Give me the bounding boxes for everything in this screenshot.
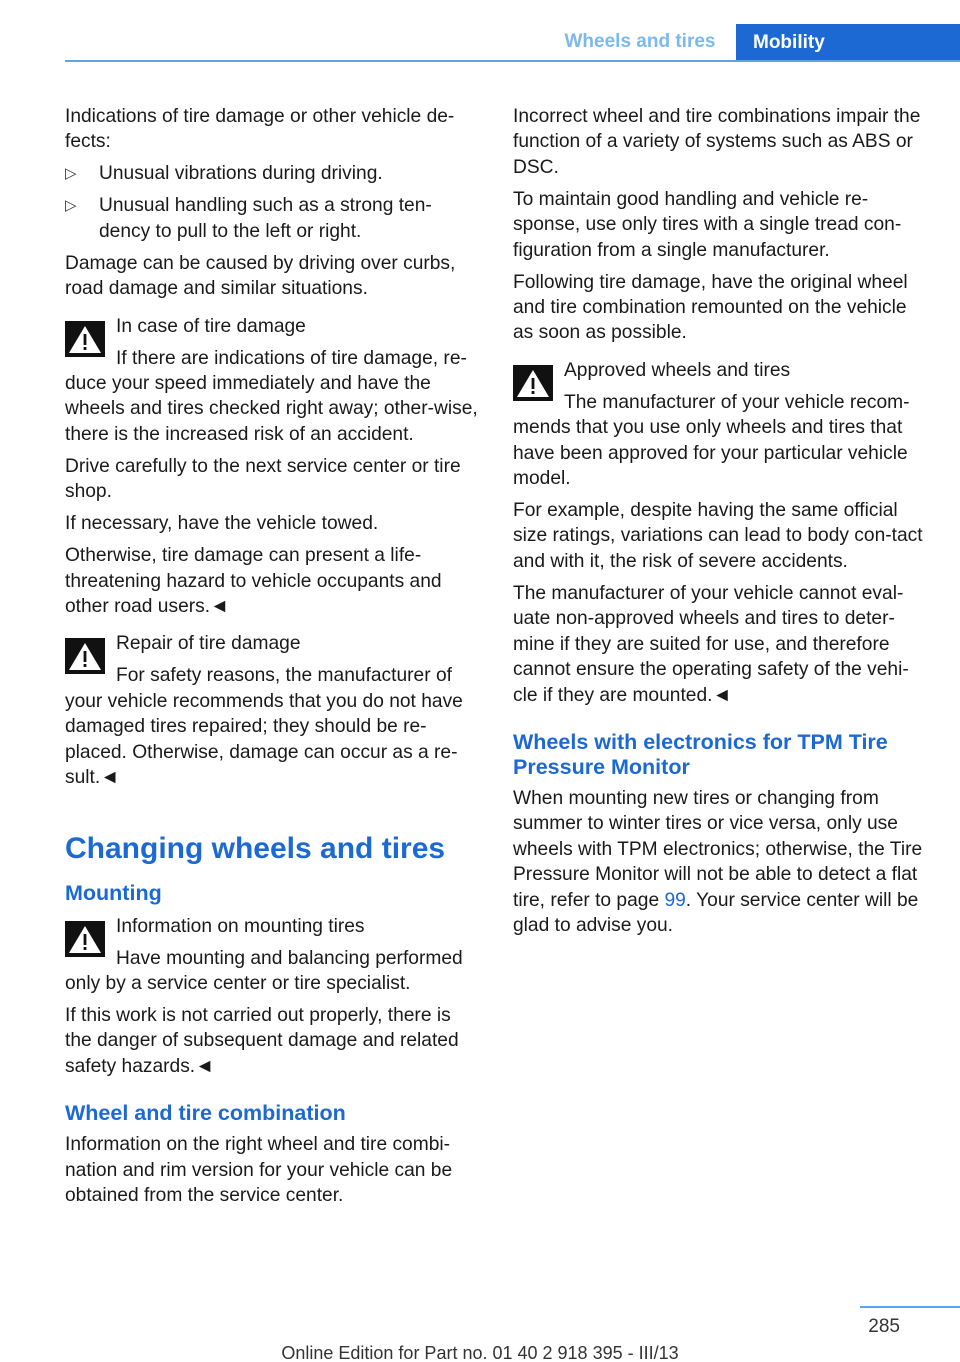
footer-rule	[860, 1306, 960, 1308]
warning-triangle-icon	[65, 321, 105, 357]
warning-tire-repair	[65, 631, 480, 790]
tpm-heading: Wheels with electronics for TPM Tire Pressure Monitor	[513, 729, 888, 779]
tire-damage-indications-list	[65, 161, 480, 244]
warning-text: For example, despite having the same official size ratings, variations can lead to body con-tact and with it, the risk of severe accidents.	[513, 500, 923, 572]
body-paragraph: Incorrect wheel and tire combinations impair the function of a variety of systems such as ABS or DSC.	[513, 106, 921, 178]
warning-text: The manufacturer of your vehicle recom-mends that you use only wheels and tires that have been approved for your particular vehicle model.	[513, 391, 910, 490]
tpm-text-end: . Your service center will be glad to advise you.	[513, 889, 919, 936]
warning-triangle-icon	[65, 638, 105, 674]
warning-text: Otherwise, tire damage can present a life-threatening hazard to vehicle occupants and other road users.◄	[65, 545, 442, 618]
body-paragraph: Following tire damage, have the original wheel and tire combination remounted on the vehicle as soon as possible.	[513, 271, 908, 344]
warning-text: Have mounting and balancing performed only by a service center or tire specialist.	[65, 947, 463, 994]
warning-title: In case of tire damage	[116, 315, 306, 337]
body-paragraph: To maintain good handling and vehicle re-sponse, use only tires with a single tread con-figuration from a single manufacturer.	[513, 188, 902, 261]
warning-tire-damage	[65, 314, 480, 620]
warning-approved-wheels	[513, 358, 928, 708]
wheel-tire-combination-text: Information on the right wheel and tire combi-nation and rim version for your vehicle can be obtained from the service center.	[65, 1134, 453, 1206]
list-item-text: Unusual handling such as a strong ten-dency to pull to the left or right.	[99, 195, 432, 242]
triangle-bullet-icon: ▷	[65, 197, 77, 215]
tire-damage-intro: Indications of tire damage or other vehicle de-fects:	[65, 106, 455, 153]
header-chapter-tab: Mobility	[736, 24, 960, 61]
warning-text: The manufacturer of your vehicle cannot eval-uate non-approved wheels and tires to deter-mine if they are suited for use, and therefore cannot ensure the operating safety of the vehi-cle if they are mounted.◄	[513, 582, 909, 706]
page-reference-link[interactable]: 99	[664, 889, 686, 911]
chapter-title: Changing wheels and tires	[65, 831, 446, 865]
mounting-heading: Mounting	[65, 880, 162, 905]
warning-triangle-icon	[513, 365, 553, 401]
warning-triangle-icon	[65, 921, 105, 957]
warning-title: Information on mounting tires	[116, 915, 365, 937]
wheel-tire-combination-heading: Wheel and tire combination	[65, 1101, 346, 1126]
header-section-title: Wheels and tires	[564, 31, 716, 52]
list-item-text: Unusual vibrations during driving.	[99, 163, 383, 185]
left-column	[65, 104, 480, 1215]
tpm-text	[513, 786, 928, 938]
warning-mounting	[65, 914, 480, 1080]
triangle-bullet-icon: ▷	[65, 165, 77, 183]
warning-text: If there are indications of tire damage, re-duce your speed immediately and have the wheels and tires checked right away; other-wise, there is the increased risk of an accident.	[65, 347, 478, 445]
edition-footer: Online Edition for Part no. 01 40 2 918 395 - III/13	[281, 1343, 679, 1362]
damage-cause-text: Damage can be caused by driving over curbs, road damage and similar situations.	[65, 252, 456, 300]
warning-text: If necessary, have the vehicle towed.	[65, 513, 379, 535]
right-column	[513, 104, 928, 945]
warning-text: Drive carefully to the next service center or tire shop.	[65, 455, 461, 503]
warning-text: If this work is not carried out properly, there is the danger of subsequent damage and related safety hazards.◄	[65, 1004, 459, 1077]
warning-title: Approved wheels and tires	[564, 359, 791, 381]
warning-title: Repair of tire damage	[116, 633, 301, 655]
tpm-text-start: When mounting new tires or changing from summer to winter tires or vice versa, only use wheels with TPM electronics; otherwise, the Tire Pressure Monitor will not be able to detect a flat tire, refer to page	[513, 787, 923, 911]
warning-text: For safety reasons, the manufacturer of your vehicle recommends that you do not have damaged tires repaired; they should be re-placed. Otherwise, damage can occur as a re-sult.◄	[65, 665, 463, 789]
page-number: 285	[868, 1316, 900, 1337]
list-item	[65, 193, 480, 244]
list-item	[65, 161, 480, 186]
header-rule	[65, 60, 960, 62]
